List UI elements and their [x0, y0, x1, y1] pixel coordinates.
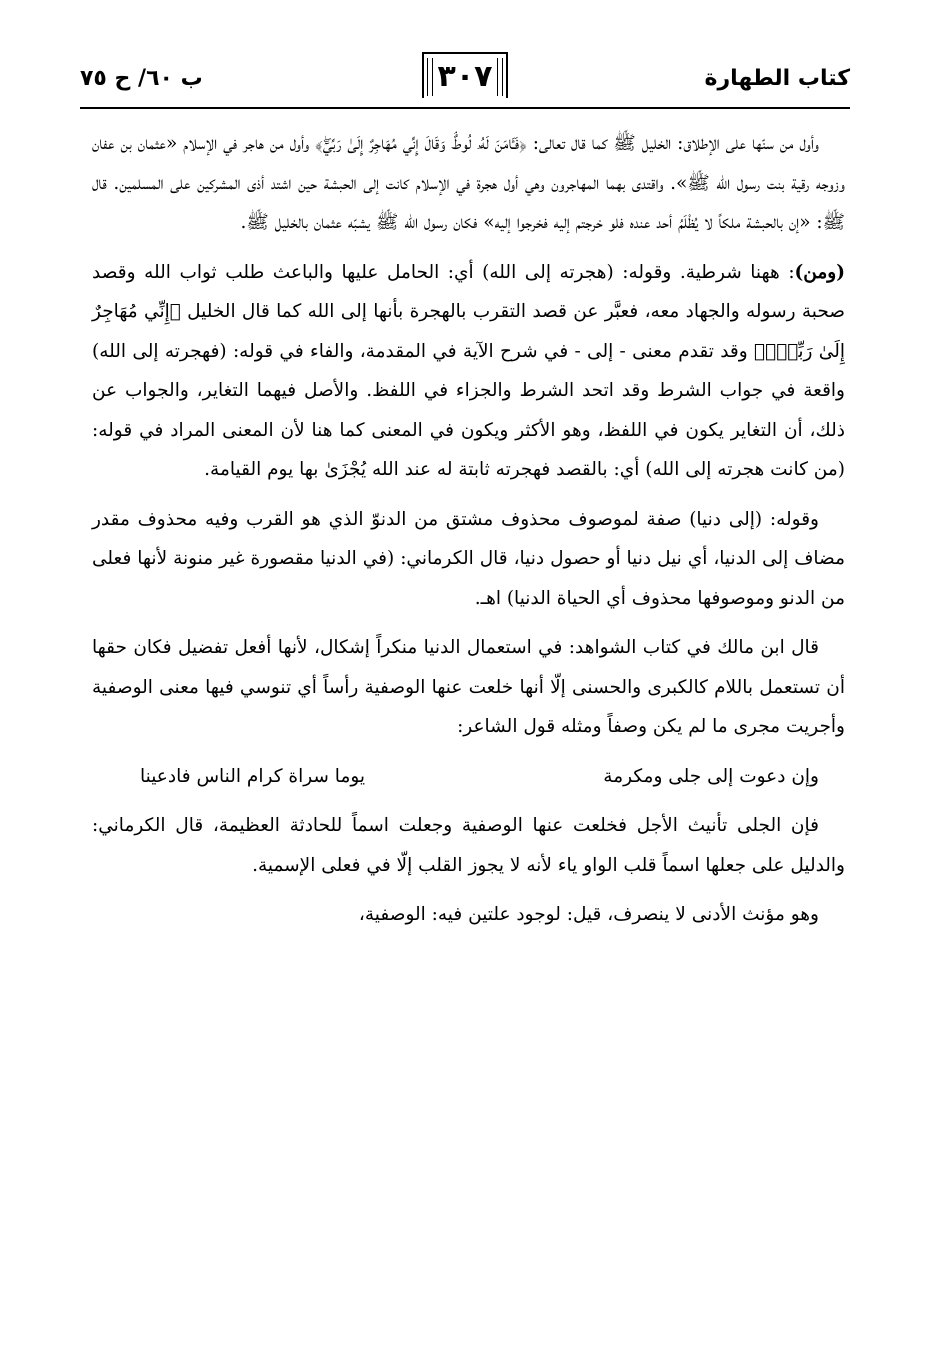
hadith-reference: ب ٦٠/ ح ٧٥: [80, 66, 203, 91]
text-line: محذوف أي الحياة الدنيا) اهـ.: [474, 587, 692, 609]
text-line: الكرماني: (في الدنيا مقصورة غير منونة لأنها فعلى من الدنو وموصوفها: [92, 548, 845, 609]
text-line: لأنها أفعل تفضيل فكان حقها أن تستعمل باللام كالكبرى والحسنى إلّا أنها: [92, 637, 845, 698]
header-divider: [80, 107, 850, 109]
paragraph: [92, 253, 845, 490]
text-line: العظيمة، قال الكرماني: والدليل على جعلها اسماً قلب الواو ياء لأنه لا يجوز: [92, 815, 845, 876]
paragraph: [92, 628, 845, 747]
text-line: : ههنا شرطية. وقوله: (هجرته إلى الله) أي: الحامل عليها: [341, 261, 795, 283]
text-line: فكان رسول الله ﷺ يشبّه عثمان بالخليل ﷺ.: [240, 212, 478, 233]
text-line: القرب وفيه محذوف مقدر مضاف إلى الدنيا، أي نيل دنيا أو حصول دنيا، قال: [92, 508, 845, 569]
paragraph: [92, 500, 845, 619]
paragraph: [92, 895, 845, 935]
text-line: خلعت عنها الوصفية رأساً أي تنوسي فيها معنى الوصفية وأجريت مجرى ما لم: [92, 676, 845, 737]
text-line: التغاير، والجواب عن ذلك، أن التغاير يكون في اللفظ، وهو الأكثر ويكون: [92, 380, 845, 441]
text-line: وزوجه رقية بنت رسول الله ﷺ». واقتدى بهما المهاجرون وهي أول هجرة: [476, 172, 845, 194]
text-line: واقعة في جواب الشرط وقد اتحد الشرط والجزاء في اللفظ. والأصل فيهما: [256, 380, 845, 401]
text-line: القلب إلّا في فعلى الإسمية.: [252, 854, 463, 876]
text-line: قال ابن مالك في كتاب الشواهد: في استعمال الدنيا منكراً إشكال،: [313, 637, 819, 658]
verse-second-hemistich: يوما سراة كرام الناس فادعينا: [140, 765, 366, 787]
text-line: أي: بالقصد فهجرته ثابتة له عند الله يُجْزَىٰ بها يوم القيامة.: [204, 459, 640, 480]
verse-first-hemistich: وإن دعوت إلى جلى ومكرمة: [603, 765, 819, 787]
page-number: ٣٠٧: [422, 52, 508, 98]
page-header: [80, 52, 850, 110]
text-line: قال ﷺ: «إن بالحبشة ملكاً لا يُظْلَمُ أحد عنده فلو خرجتم إليه فخرجوا إليه»: [92, 172, 845, 233]
page-body: [92, 124, 845, 945]
paragraph: [92, 124, 845, 243]
text-line: فإن الجلى تأنيث الأجل فخلعت عنها الوصفية وجعلت اسماً للحادثة: [289, 815, 819, 836]
text-line: وقوله: (إلى دنيا) صفة لموصوف محذوف مشتق من الدنوّ الذي هو: [301, 508, 819, 530]
text-line: معنى - إلى - في شرح الآية في المقدمة، والفاء في قوله: (فهجرته إلى الله): [92, 340, 672, 362]
text-line: في المعنى كما هنا لأن المعنى المراد في قوله: (من كانت هجرته إلى الله): [92, 419, 845, 480]
text-line: التقرب بالهجرة بأنها إلى الله كما قال الخليل ﴿إِنِّي مُهَاجِرٌ إِلَىٰ رَبِّيٓۖ﴾ وقد تقدم: [92, 301, 845, 362]
poetry-verse: [92, 757, 845, 797]
text-line: لُوطٌۘ وَقَالَ إِنِّي مُهَاجِرٌ إِلَىٰ رَبِّيٓۖ﴾ وأول من هاجر في الإسلام «عثمان بن عفان: [92, 133, 472, 154]
chapter-title: كتاب الطهارة: [704, 66, 850, 91]
text-line: في الإسلام كانت إلى الحبشة حين اشتد أذى المشركين على المسلمين.: [113, 172, 471, 194]
text-line: يكن وصفاً ومثله قول الشاعر:: [457, 716, 683, 737]
text-line: وأول من سنّها على الإطلاق: الخليل ﷺ كما قال تعالى: ﴿فَـَٔامَنَ لَهُۥ: [477, 133, 819, 154]
text-line: وهو مؤنث الأدنى لا ينصرف، قيل: لوجود علتين فيه: الوصفية،: [358, 904, 819, 925]
paragraph: [92, 806, 845, 885]
text-line: والباعث طلب ثواب الله وقصد صحبة رسوله والجهاد معه، فعبَّر عن قصد: [92, 261, 845, 322]
bold-lead: (ومن): [794, 261, 845, 283]
